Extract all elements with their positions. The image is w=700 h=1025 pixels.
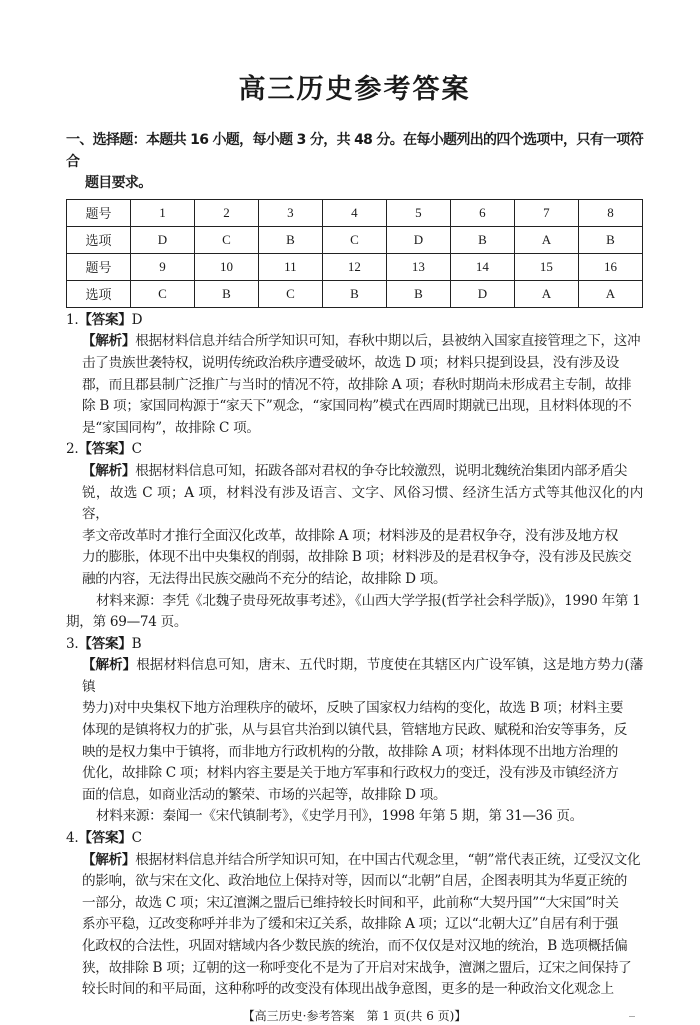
- table-cell: 10: [194, 253, 258, 280]
- analysis-text: 根据材料信息可知，拓跋各部对君权的争夺比较激烈，说明北魏统治集团内部矛盾尖: [135, 462, 628, 479]
- table-cell: D: [386, 226, 450, 253]
- table-cell: 8: [578, 199, 642, 226]
- analysis-line: [66, 526, 643, 548]
- analysis-label: 【解析】: [82, 333, 136, 350]
- table-row-header: 选项: [67, 226, 131, 253]
- analysis-text: 融的内容，无法得出民族交融尚不充分的结论，故排除 D 项。: [82, 570, 447, 587]
- analysis-text: 势力)对中央集权下地方治理秩序的破坏，反映了国家权力结构的变化，故选 B 项；材料主要: [82, 700, 624, 717]
- table-cell: C: [258, 280, 322, 307]
- table-cell: A: [514, 280, 578, 307]
- analysis-text: 体现的是镇将权力的扩张，从与县官共治到以镇代县，管辖地方民政、赋税和治安等事务，反: [82, 722, 628, 739]
- table-row-header: 题号: [67, 253, 131, 280]
- analysis-text: 映的是权力集中于镇将，而非地方行政机构的分散，故排除 A 项；材料体现不出地方治理的: [82, 743, 619, 760]
- table-cell: D: [450, 280, 514, 307]
- answer-heading: [66, 828, 643, 850]
- table-cell: B: [578, 226, 642, 253]
- analysis-line: [66, 483, 643, 526]
- analysis-text: 一部分，故选 C 项；宋辽澶渊之盟后已维持较长时间和平，此前称“大契丹国”“大宋国”时关: [82, 894, 619, 911]
- analysis-text: 较长时间的和平局面，这种称呼的改变没有体现出战争意图，更多的是一种政治文化观念上: [82, 981, 614, 998]
- analysis-text: 孝文帝改革时才推行全面汉化改革，故排除 A 项；材料涉及的是君权争夺，没有涉及地方权: [82, 527, 619, 544]
- analysis-line: [66, 655, 643, 698]
- source-line: 期，第 69—74 页。: [66, 614, 188, 631]
- table-row: [67, 253, 643, 280]
- answer-table: [66, 199, 643, 308]
- source-line: 材料来源：秦闻一《宋代镇制考》，《史学月刊》，1998 年第 5 期，第 31—36 页。: [96, 808, 583, 825]
- section-heading: [66, 130, 643, 195]
- table-cell: 4: [322, 199, 386, 226]
- page-footer-text: 【高三历史·参考答案 第 1 页(共 6 页)】: [242, 1008, 467, 1023]
- section-heading-line-2: 题目要求。: [85, 175, 152, 192]
- answer-value: D: [131, 311, 143, 328]
- analysis-line: [66, 785, 643, 807]
- answer-label: 【答案】: [78, 830, 132, 847]
- question-number: 4.: [66, 830, 79, 847]
- table-cell: D: [131, 226, 195, 253]
- analysis-text: 化政权的合法性，巩固对辖域内各少数民族的统治，而不仅仅是对汉地的统治，B 选项概括偏: [82, 938, 628, 954]
- analysis-text: 系亦平稳，辽改变称呼并非为了缓和宋辽关系，故排除 A 项；辽以“北朝大辽”自居有利于强: [82, 916, 619, 933]
- table-row-header: 题号: [67, 199, 131, 226]
- table-row-header: 选项: [67, 280, 131, 307]
- analysis-line: [66, 979, 643, 1001]
- analysis-line: [66, 375, 643, 397]
- analysis-text: 力的膨胀，体现不出中央集权的削弱，故排除 B 项；材料涉及的是君权争夺，没有涉及民族交: [82, 549, 632, 566]
- analysis-line: [66, 763, 643, 785]
- table-cell: 5: [386, 199, 450, 226]
- analysis-label: 【解析】: [82, 657, 137, 674]
- analysis-line: [66, 698, 643, 720]
- question-number: 2.: [66, 441, 79, 458]
- table-row: [67, 226, 643, 253]
- table-cell: A: [578, 280, 642, 307]
- table-row: [67, 280, 643, 307]
- analysis-text: 锐，故选 C 项；A 项，材料没有涉及语言、文字、风俗习惯、经济生活方式等其他汉化的内容，: [82, 484, 643, 523]
- table-cell: A: [514, 226, 578, 253]
- page-mark: [629, 1016, 635, 1017]
- page-footer: [66, 1007, 643, 1025]
- analysis-line: [66, 547, 643, 569]
- table-cell: B: [258, 226, 322, 253]
- question-number: 3.: [66, 635, 79, 652]
- analysis-text: 是“家国同构”，故排除 C 项。: [82, 419, 260, 436]
- table-cell: 12: [322, 253, 386, 280]
- analysis-line: [66, 742, 643, 764]
- analysis-line: [66, 331, 643, 353]
- analysis-text: 根据材料信息并结合所学知识可知，春秋中期以后，县被纳入国家直接管理之下，这冲: [135, 333, 641, 350]
- table-cell: B: [322, 280, 386, 307]
- answer-value: C: [131, 830, 142, 847]
- analysis-text: 郡，而且郡县制广泛推广与当时的情况不符，故排除 A 项；春秋时期尚未形成君主专制，故排: [82, 376, 632, 393]
- table-cell: 16: [578, 253, 642, 280]
- table-cell: 14: [450, 253, 514, 280]
- analysis-line: [66, 893, 643, 915]
- table-cell: C: [131, 280, 195, 307]
- analysis-line: [66, 914, 643, 936]
- analysis-line: [66, 871, 643, 893]
- table-cell: B: [450, 226, 514, 253]
- answer-value: B: [131, 635, 142, 652]
- analysis-line: [66, 396, 643, 418]
- answer-label: 【答案】: [78, 311, 132, 328]
- analysis-line: [66, 569, 643, 591]
- table-cell: 13: [386, 253, 450, 280]
- analysis-text: 击了贵族世袭特权，说明传统政治秩序遭受破坏，故选 D 项；材料只提到设县，没有涉及设: [82, 354, 620, 371]
- table-cell: 11: [258, 253, 322, 280]
- answer-heading: [66, 439, 643, 461]
- analysis-line: [66, 850, 643, 872]
- answer-heading: [66, 310, 643, 332]
- table-cell: C: [322, 226, 386, 253]
- table-cell: 2: [194, 199, 258, 226]
- analysis-line: [66, 418, 643, 440]
- answer-explanations: [66, 310, 643, 1001]
- table-cell: 15: [514, 253, 578, 280]
- answer-value: C: [131, 441, 142, 458]
- source-line: 材料来源：李凭《北魏子贵母死故事考述》，《山西大学学报(哲学社会科学版)》，1990 年第 1: [96, 592, 641, 609]
- analysis-text: 面的信息，如商业活动的繁荣、市场的兴起等，故排除 D 项。: [82, 786, 447, 803]
- analysis-line: [66, 958, 643, 980]
- analysis-text: 优化，故排除 C 项；材料内容主要是关于地方军事和行政权力的变迁，没有涉及市镇经济方: [82, 765, 619, 782]
- analysis-label: 【解析】: [82, 462, 136, 479]
- question-number: 1.: [66, 311, 79, 328]
- analysis-text: 根据材料信息并结合所学知识可知，在中国古代观念里，“朝”常代表正统，辽受汉文化: [135, 851, 641, 868]
- answer-label: 【答案】: [78, 441, 132, 458]
- analysis-line: [66, 353, 643, 375]
- analysis-text: 的影响，欲与宋在文化、政治地位上保持对等，因而以“北朝”自居，企图表明其为华夏正统的: [82, 873, 628, 890]
- answer-label: 【答案】: [78, 635, 132, 652]
- analysis-text: 狭，故排除 B 项；辽朝的这一称呼变化不是为了开启对宋战争，澶渊之盟后，辽宋之间保持了: [82, 959, 632, 976]
- table-cell: 3: [258, 199, 322, 226]
- table-row: [67, 199, 643, 226]
- table-cell: 1: [131, 199, 195, 226]
- analysis-text: 除 B 项；家国同构源于“家天下”观念，“家国同构”模式在西周时期就已出现，且材料体现的不: [82, 398, 632, 415]
- table-cell: B: [386, 280, 450, 307]
- section-heading-line-1: 一、选择题：本题共 16 小题，每小题 3 分，共 48 分。在每小题列出的四个选项中，只有一项符合: [66, 132, 643, 170]
- table-cell: 9: [131, 253, 195, 280]
- table-cell: B: [194, 280, 258, 307]
- analysis-line: [66, 461, 643, 483]
- answer-heading: [66, 634, 643, 656]
- table-cell: 6: [450, 199, 514, 226]
- table-cell: 7: [514, 199, 578, 226]
- analysis-line: [66, 936, 643, 958]
- analysis-text: 根据材料信息可知，唐末、五代时期，节度使在其辖区内广设军镇，这是地方势力(藩镇: [82, 657, 643, 695]
- analysis-label: 【解析】: [82, 851, 136, 868]
- table-cell: C: [194, 226, 258, 253]
- page-title: 高三历史参考答案: [238, 74, 471, 105]
- analysis-line: [66, 720, 643, 742]
